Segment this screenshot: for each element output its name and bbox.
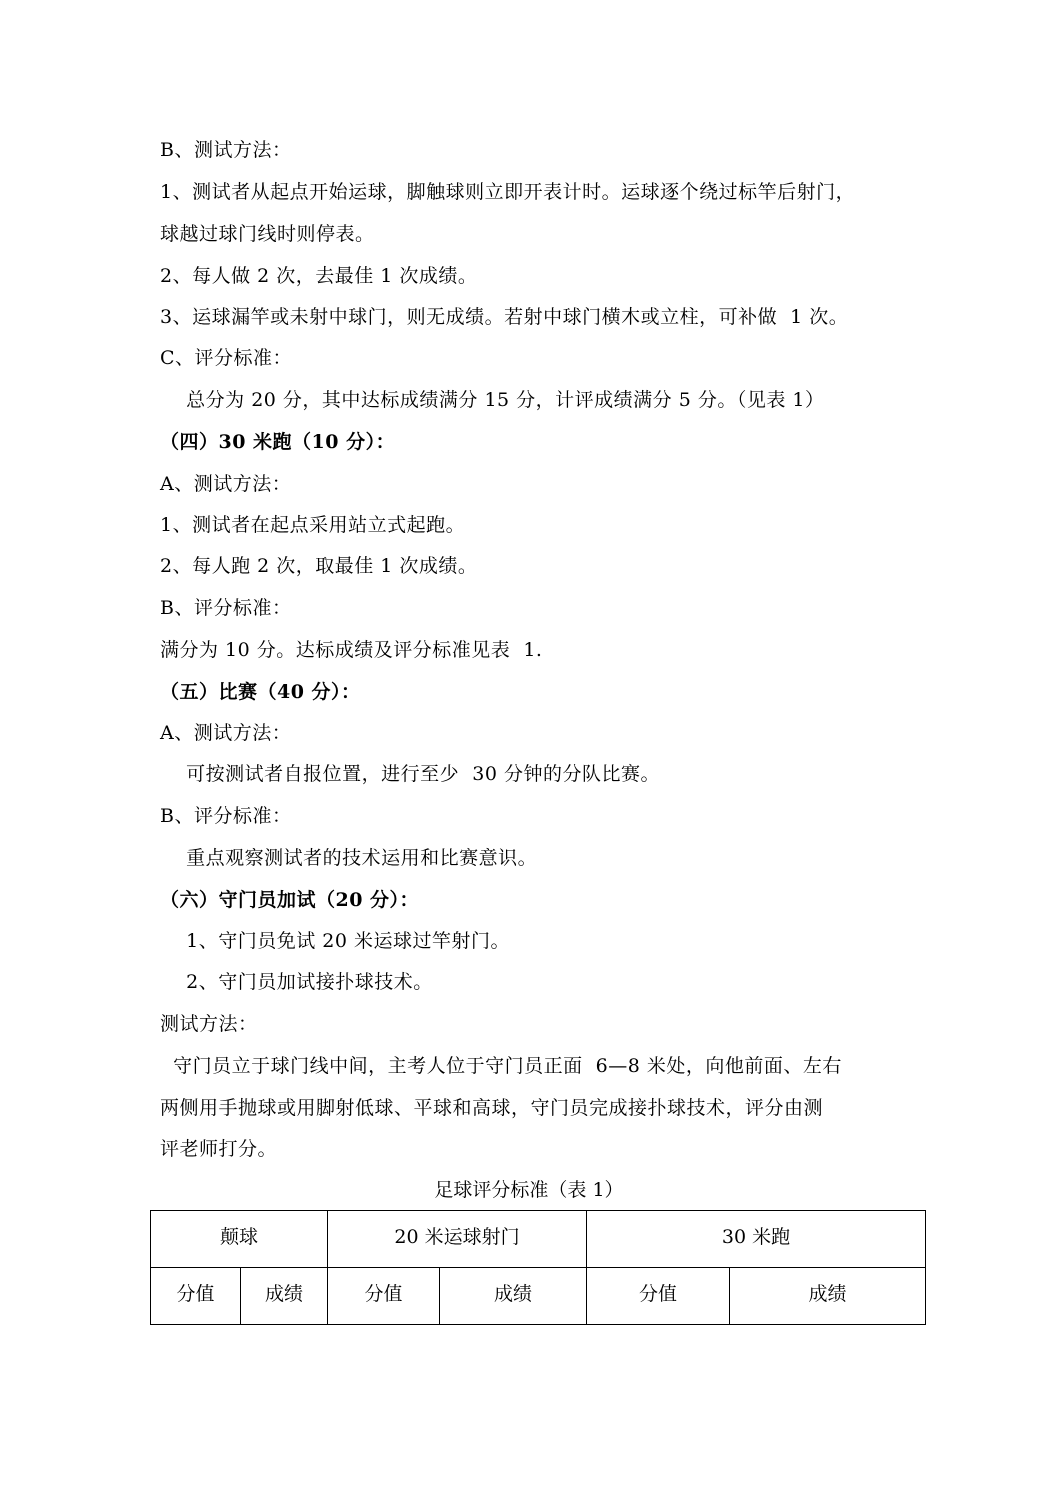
text-line: 守门员立于球门线中间，主考人位于守门员正面 6—8 米处，向他前面、左右 <box>160 1055 842 1077</box>
section-heading: （五）比赛（40 分）： <box>160 681 361 703</box>
section-heading: （四）30 米跑（10 分）： <box>160 431 396 453</box>
text-line: 1、测试者在起点采用站立式起跑。 <box>160 514 466 536</box>
text-line: 评老师打分。 <box>160 1138 278 1160</box>
text-line: 2、每人做 2 次，去最佳 1 次成绩。 <box>160 265 478 287</box>
text-line: A、测试方法： <box>160 722 292 744</box>
section-heading: （六）守门员加试（20 分）： <box>160 889 420 911</box>
table-cell: 分值 <box>328 1268 440 1325</box>
table-group-header: 颠球 <box>151 1211 328 1268</box>
table-cell: 成绩 <box>730 1268 926 1325</box>
text-line: 1、守门员免试 20 米运球过竿射门。 <box>160 930 511 952</box>
text-line: B、测试方法： <box>160 139 292 161</box>
table-cell: 成绩 <box>241 1268 328 1325</box>
text-line: 可按测试者自报位置，进行至少 30 分钟的分队比赛。 <box>160 763 660 785</box>
table-group-header: 20 米运球射门 <box>328 1211 587 1268</box>
table-group-header: 30 米跑 <box>587 1211 926 1268</box>
table-subheader-row <box>151 1268 926 1325</box>
text-line: B、评分标准： <box>160 597 292 619</box>
text-line: 满分为 10 分。达标成绩及评分标准见表 1. <box>160 639 543 661</box>
text-line: 两侧用手抛球或用脚射低球、平球和高球，守门员完成接扑球技术，评分由测 <box>160 1097 824 1119</box>
text-line: 测试方法： <box>160 1013 258 1035</box>
text-line: A、测试方法： <box>160 473 292 495</box>
table-cell: 分值 <box>587 1268 730 1325</box>
table-cell: 成绩 <box>440 1268 587 1325</box>
text-line: 重点观察测试者的技术运用和比赛意识。 <box>160 847 538 869</box>
text-line: 3、运球漏竿或未射中球门，则无成绩。若射中球门横木或立柱，可补做 1 次。 <box>160 306 849 328</box>
table-header-row <box>151 1211 926 1268</box>
text-line: B、评分标准： <box>160 805 292 827</box>
table-caption: 足球评分标准（表 1） <box>434 1179 624 1201</box>
text-line: 2、每人跑 2 次，取最佳 1 次成绩。 <box>160 555 478 577</box>
text-line: 1、测试者从起点开始运球，脚触球则立即开表计时。运球逐个绕过标竿后射门， <box>160 181 856 203</box>
score-table <box>150 1210 926 1325</box>
text-line: 2、守门员加试接扑球技术。 <box>160 971 433 993</box>
text-line: 球越过球门线时则停表。 <box>160 223 375 245</box>
text-line: 总分为 20 分，其中达标成绩满分 15 分，计评成绩满分 5 分。（见表 1） <box>160 389 825 411</box>
table-cell: 分值 <box>151 1268 241 1325</box>
text-line: C、评分标准： <box>160 347 293 369</box>
